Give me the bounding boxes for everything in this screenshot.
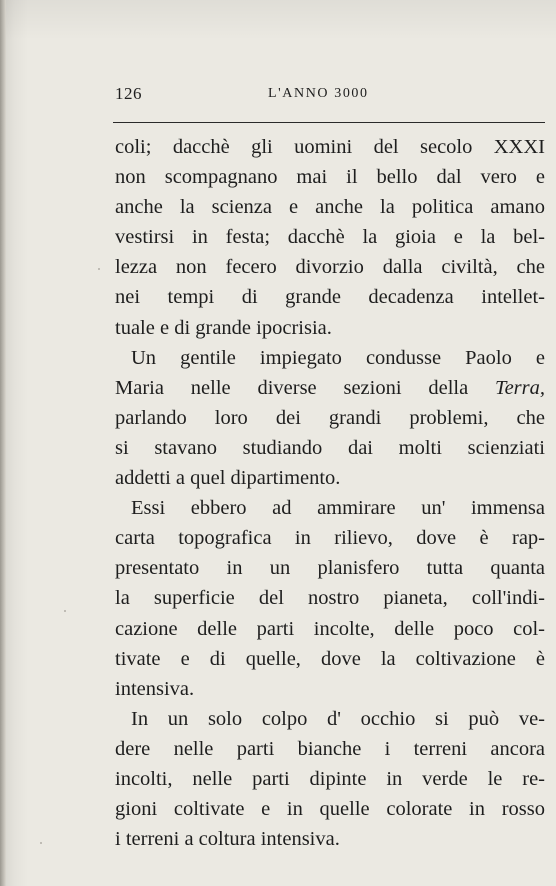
text-line: si stavano studiando dai molti scienziati xyxy=(115,436,545,459)
text-line: anche la scienza e anche la politica amano xyxy=(115,196,545,219)
page-header xyxy=(115,84,545,110)
text-line: tuale e di grande ipocrisia. xyxy=(115,316,332,339)
text-line: parlando loro dei grandi problemi, che xyxy=(115,406,545,429)
italic-word: Terra, xyxy=(495,376,545,399)
text-line: presentato in un planisfero tutta quanta xyxy=(115,557,545,580)
text-segment: Maria nelle diverse sezioni della xyxy=(115,376,496,399)
text-line: addetti a quel dipartimento. xyxy=(115,467,341,490)
text-line: Un gentile impiegato condusse Paolo e xyxy=(131,346,545,369)
text-line: vestirsi in festa; dacchè la gioia e la bel- xyxy=(115,226,545,249)
text-line: tivate e di quelle, dove la coltivazione è xyxy=(115,647,545,670)
text-line: gioni coltivate e in quelle colorate in rosso xyxy=(115,798,545,821)
text-line: incolti, nelle parti dipinte in verde le re- xyxy=(115,767,545,790)
header-rule xyxy=(113,122,545,123)
text-line: la superficie del nostro pianeta, coll'indi- xyxy=(115,587,545,610)
text-line-with-italic xyxy=(115,373,545,403)
text-line: dere nelle parti bianche i terreni ancora xyxy=(115,737,545,760)
paper-speck xyxy=(40,842,42,844)
text-line: carta topografica in rilievo, dove è rap- xyxy=(115,527,545,550)
text-line: nei tempi di grande decadenza intellet- xyxy=(115,286,545,309)
running-title: L'ANNO 3000 xyxy=(268,86,369,101)
text-line: coli; dacchè gli uomini del secolo XXXI xyxy=(115,136,545,158)
text-line: Essi ebbero ad ammirare un' immensa xyxy=(131,497,545,520)
text-line: non scompagnano mai il bello dal vero e xyxy=(115,166,545,189)
text-line: i terreni a coltura intensiva. xyxy=(115,828,340,851)
body-text xyxy=(115,132,545,854)
page-number: 126 xyxy=(115,84,142,103)
text-line: cazione delle parti incolte, delle poco col- xyxy=(115,617,545,640)
binding-edge xyxy=(0,0,6,886)
paper-speck xyxy=(98,268,100,270)
text-line: lezza non fecero divorzio dalla civiltà, che xyxy=(115,256,545,279)
text-line: intensiva. xyxy=(115,677,195,700)
paper-speck xyxy=(64,610,66,612)
text-line: In un solo colpo d' occhio si può ve- xyxy=(131,707,545,730)
